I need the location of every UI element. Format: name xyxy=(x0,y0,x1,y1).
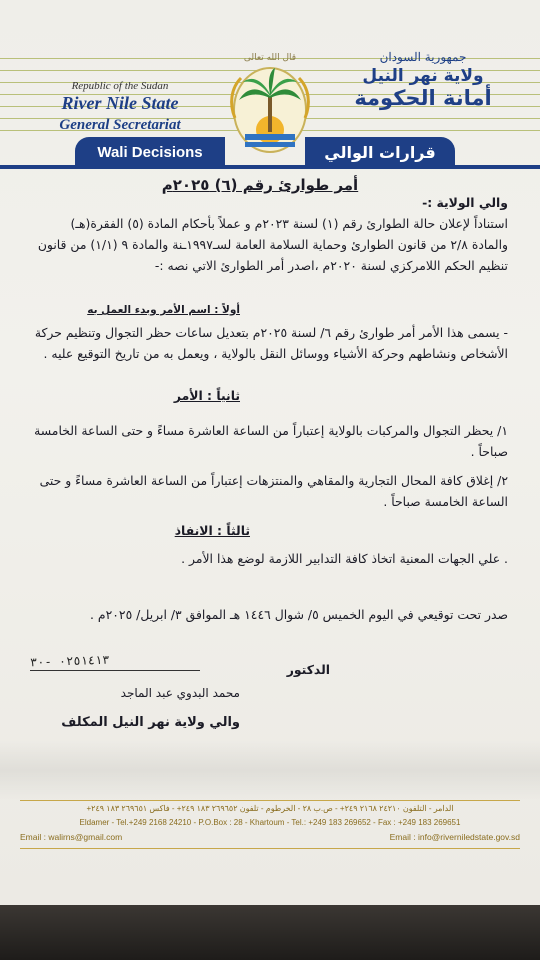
addressee: والي الولاية :- xyxy=(422,195,508,210)
republic-text-ar: جمهورية السودان xyxy=(379,50,467,64)
handwritten-signature: ٠٢٥١٤١٣ -٣٠ xyxy=(29,652,110,670)
signatory-name: محمد البدوي عبد الماجد xyxy=(120,686,240,700)
section1-heading: أولاً : اسم الأمر وبدء العمل به xyxy=(87,304,240,316)
issued-date-line: صدر تحت توقيعي في اليوم الخميس ٥/ شوال ١٤٤٦ هـ الموافق ٣/ ابريل/ ٢٠٢٥م . xyxy=(90,607,508,622)
order-title: أمر طوارئ رقم (٦) ٢٠٢٥م xyxy=(161,176,359,194)
secretariat-en: General Secretariat xyxy=(59,117,181,133)
letterhead-arabic xyxy=(328,50,518,110)
republic-text-en: Republic of the Sudan xyxy=(71,80,169,92)
section1-text: - يسمى هذا الأمر أمر طوارئ رقم ٦/ لسنة ٢٠٢٥م بتعديل ساعات حظر التجوال وتنظيم حركة الأشخاص ونشاطهم وحركة الأشياء ووسائل النقل بالولاية ، ويعمل به من تاريخ التوقيع عليه . xyxy=(34,325,508,361)
footer-email-right: Email : info@riverniledstate.gov.sd xyxy=(389,832,520,842)
section3-text: . علي الجهات المعنية اتخاذ كافة التدابير اللازمة لوضع هذا الأمر . xyxy=(181,551,508,566)
signatory-title: الدكتور xyxy=(286,662,330,677)
order-item-1: ١/ يحظر التجوال والمركبات بالولاية إعتباراً من الساعة العاشرة مساءً و حتى الساعة الخامسة صباحاً . xyxy=(34,423,508,459)
footer-email-left: Email : walirns@gmail.com xyxy=(20,832,123,842)
footer-rule-bottom xyxy=(20,848,520,849)
secretariat-ar: أمانة الحكومة xyxy=(354,86,492,110)
signature-line xyxy=(30,670,200,671)
footer-english: Eldamer - Tel.+249 2168 24210 - P.O.Box : 28 - Khartoum - Tel.: +249 183 269652 - Fax : +249 183 269651 xyxy=(79,818,461,827)
paper-fold xyxy=(0,740,540,800)
section3-heading: ثالثاً : الانفاذ xyxy=(174,523,250,538)
section2-heading: ثانياً : الأمر xyxy=(173,388,240,403)
logo-caption: قال الله تعالى xyxy=(243,53,297,63)
state-name-en: River Nile State xyxy=(61,93,179,113)
state-name-ar: ولاية نهر النيل xyxy=(362,66,484,86)
letterhead-english xyxy=(20,80,220,136)
preamble: استناداً لإعلان حالة الطوارئ رقم (١) لسنة ٢٠٢٣م و عملاً بأحكام المادة (٥) الفقرة(هـ) والمادة ٢/٨ من قانون الطوارئ وحماية السلامة العامة لسـ١٩٩٧ـنة والمادة ٩ (١/١) من قانون تنظيم الحكم اللامركزي لسنة ٢٠٢٠م ،اصدر أمر الطوارئ الاتي نصه :- xyxy=(37,216,508,273)
footer-arabic: الدامر - التلفون ٢٤٢١٠ ٢١٦٨ ٢٤٩+ - ص.ب ٢٨ - الخرطوم - تلفون ٢٦٩٦٥٢ ١٨٣ ٢٤٩+ - فاكس ٢٦٩٦٥١ ١٨٣ ٢٤٩+ xyxy=(86,804,454,813)
signatory-position: والي ولاية نهر النيل المكلف xyxy=(61,715,240,730)
footer-rule-top xyxy=(20,800,520,801)
order-item-2: ٢/ إغلاق كافة المحال التجارية والمقاهي والمنتزهات إعتباراً من الساعة العاشرة مساءً و حتى الساعة الخامسة صباحاً . xyxy=(39,473,508,509)
wali-decisions-tab-en: Wali Decisions xyxy=(75,137,225,167)
wali-decisions-tab-ar: قرارات الوالي xyxy=(305,137,455,167)
table-surface xyxy=(0,905,540,960)
